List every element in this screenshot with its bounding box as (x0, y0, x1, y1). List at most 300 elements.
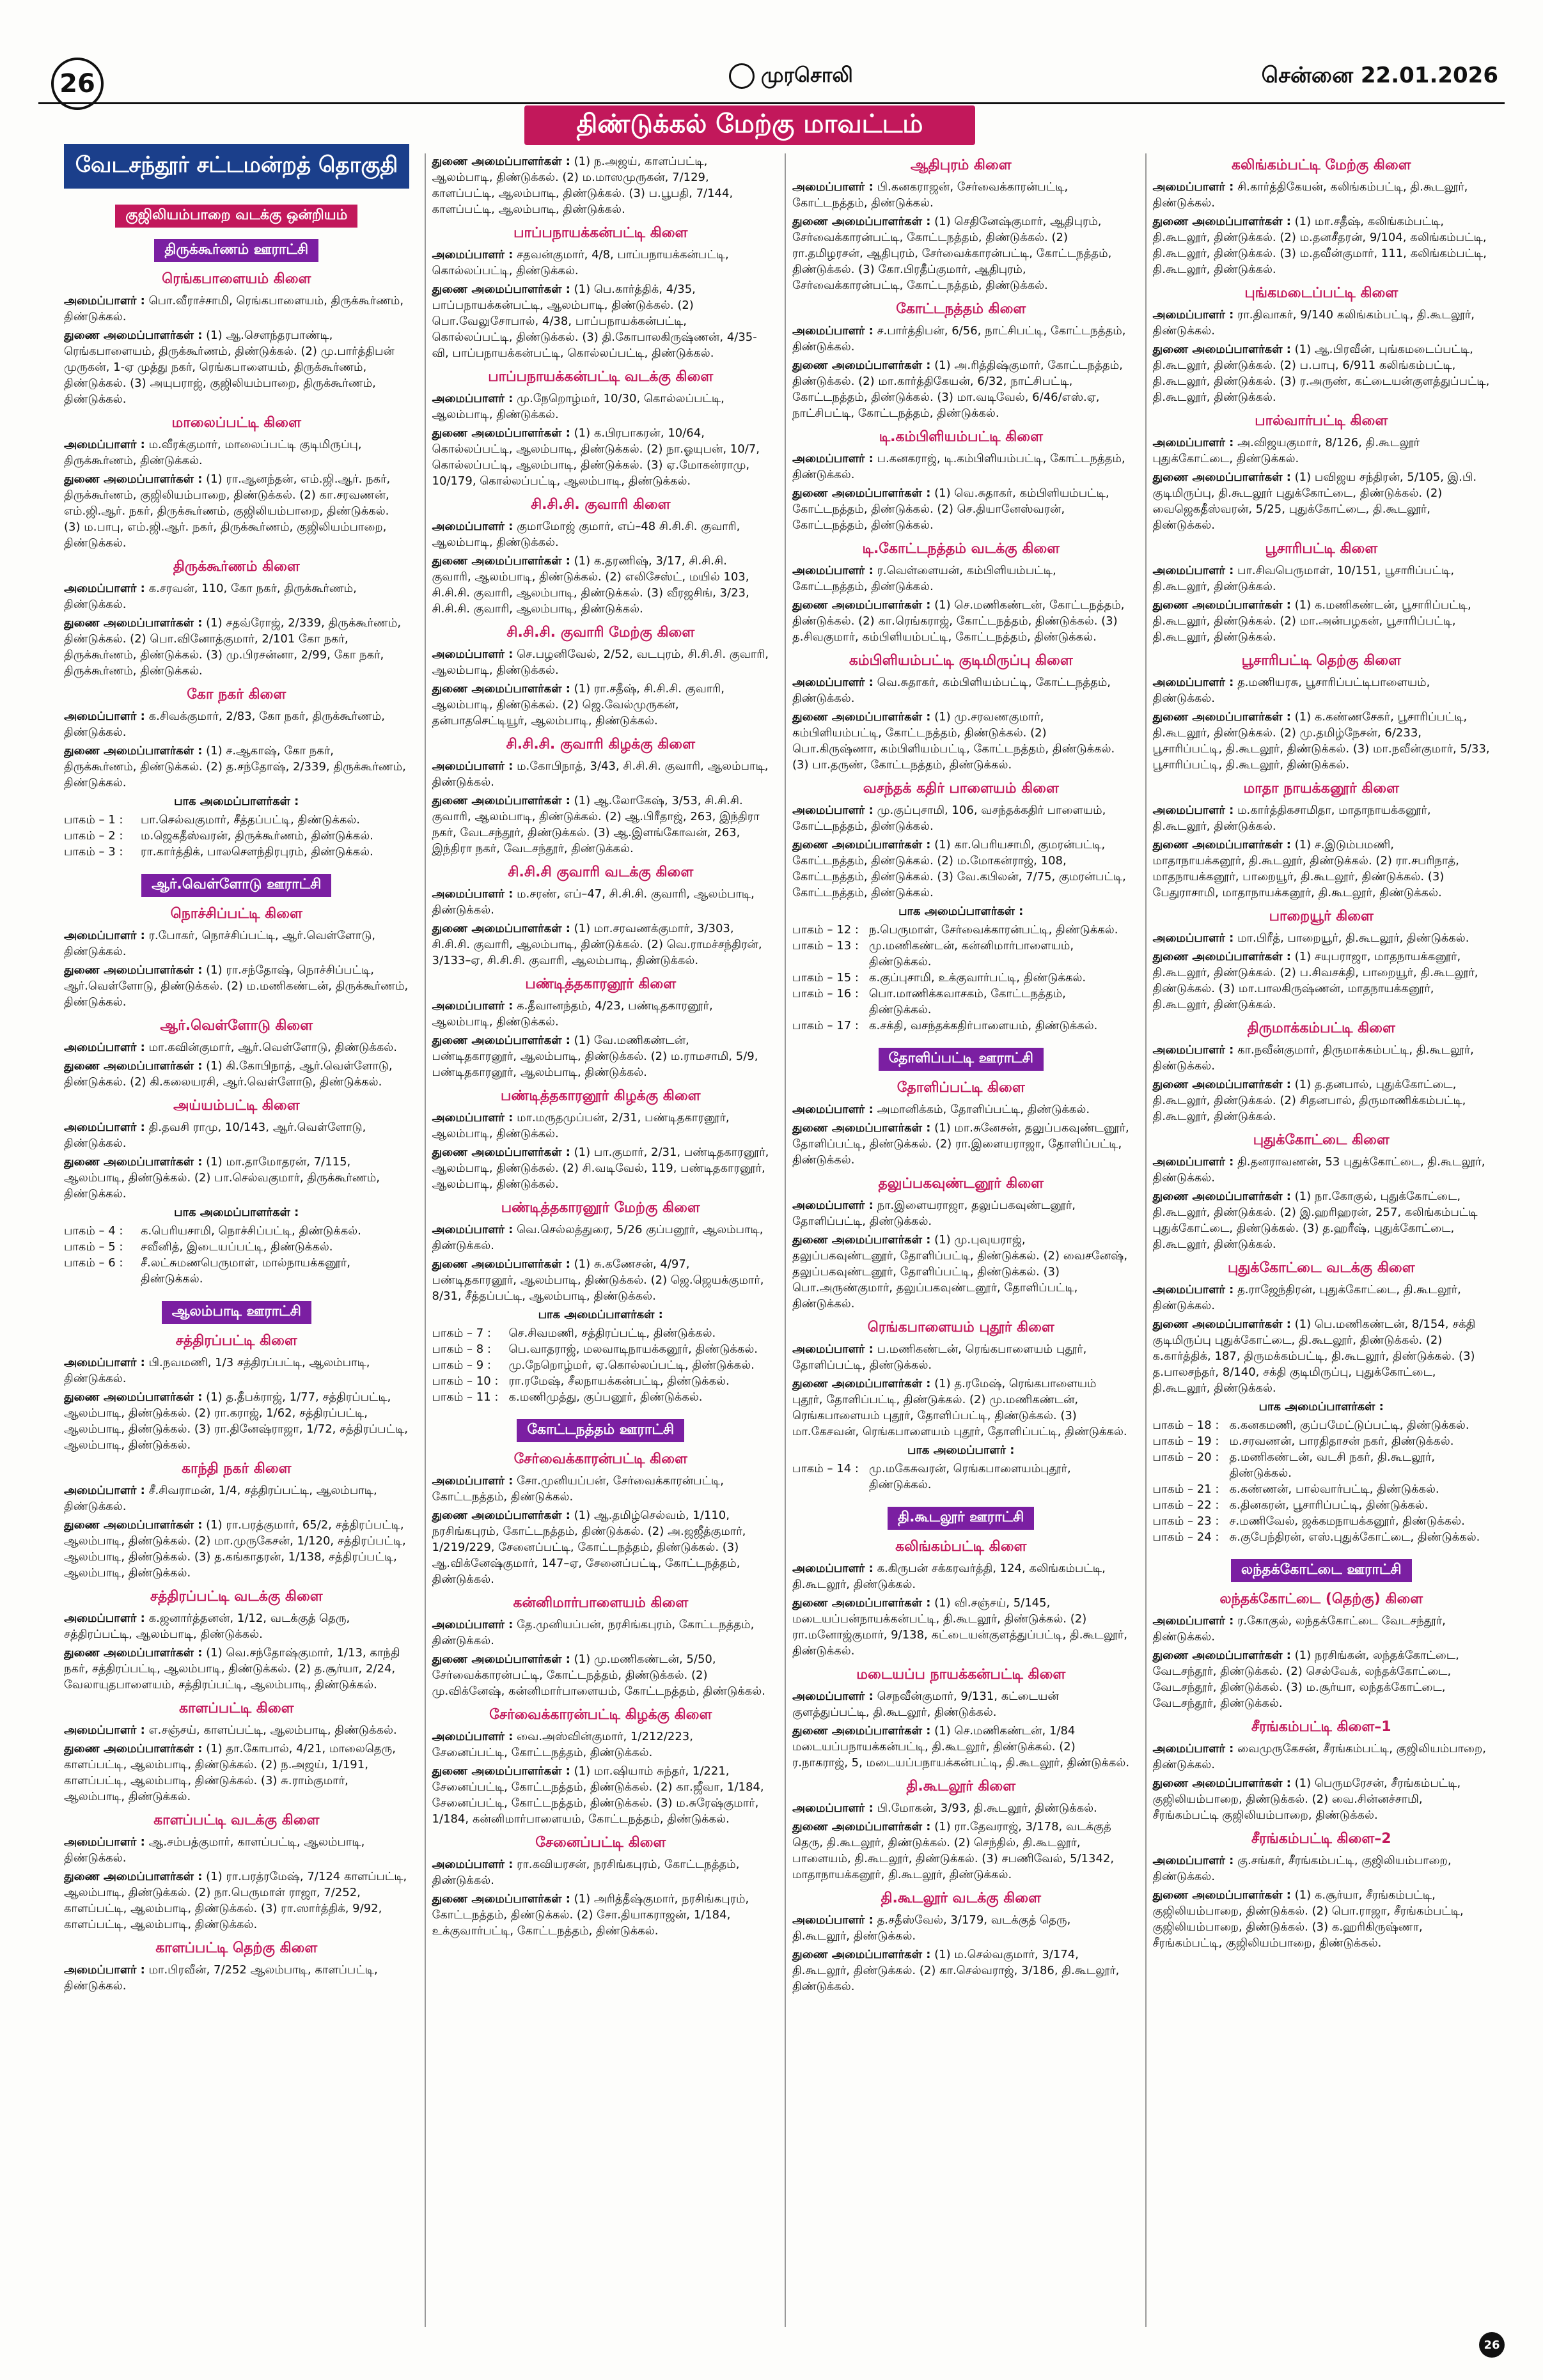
branch-block (792, 541, 1130, 645)
bagam-row (1153, 1497, 1491, 1513)
bagam-member: ம.ஜெகதீஸ்வரன், திருக்கூர்ணம், திண்டுக்கல். (141, 829, 373, 843)
role-label: அமைப்பாளர் : (432, 1474, 513, 1488)
branch-title: சி.சி.சி. குவாரி மேற்கு கிளை (506, 625, 695, 641)
member-text: (1) செ.மணிகண்டன், கோட்டநத்தம், திண்டுக்கல். (2) கா.ரெங்கராஜ், கோட்டநத்தம், திண்டுக்கல். (3) த.சிவகுமார், கம்பிளியம்பட்டி, கோட்டநத்தம், திண்டுக்கல். (792, 598, 1125, 644)
member-entry (792, 1341, 1130, 1373)
member-text: த.ராஜேந்திரன், புதுக்கோட்டை, தி.கூடலூர், திண்டுக்கல். (1152, 1283, 1461, 1312)
branch-block (792, 1778, 1130, 1883)
branch-title: சேர்வைக்காரன்பட்டி கிளை (513, 1451, 687, 1467)
branch-block (432, 976, 770, 1080)
branch-title: புதுக்கோட்டை கிளை (1253, 1132, 1390, 1148)
role-label: அமைப்பாளர் : (792, 1913, 873, 1927)
bagam-row (432, 1373, 770, 1389)
role-label: துணை அமைப்பாளர்கள் : (64, 1870, 203, 1883)
bagam-member: க.மணிமுத்து, குப்பனூர், திண்டுக்கல். (508, 1390, 703, 1404)
member-text: க.சரவன், 110, கோ நகர், திருக்கூர்ணம், திண்டுக்கல். (64, 582, 357, 611)
member-text: (1) ச.ஆகாஷ், கோ நகர், திருக்கூர்ணம், திண்டுக்கல். (2) த.சந்தோஷ், 2/339, திருக்கூர்ணம், திண்டுக்கல். (64, 744, 406, 789)
role-label: அமைப்பாளர் : (432, 1858, 513, 1871)
column-4 (1145, 153, 1491, 2327)
district-title-banner: திண்டுக்கல் மேற்கு மாவட்டம் (524, 105, 975, 145)
bagam-number: பாகம் – 13 : (792, 939, 859, 953)
role-label: துணை அமைப்பாளர்கள் : (792, 486, 931, 500)
member-entry (64, 293, 409, 325)
member-text: பி.கனகராஜன், சேர்வைக்காரன்பட்டி, கோட்டநத்தம், திண்டுக்கல். (792, 180, 1069, 210)
member-text: த.மணியரசு, பூசாரிப்பட்டிபாளையம், திண்டுக்கல். (1152, 676, 1430, 705)
bagam-row (64, 1239, 409, 1255)
branch-block (792, 301, 1130, 421)
role-label: அமைப்பாளர் : (1152, 1742, 1234, 1755)
member-entry (1153, 1316, 1491, 1396)
branch-block (1153, 1020, 1491, 1124)
role-label: அமைப்பாளர் : (432, 248, 513, 261)
column-2 (425, 153, 770, 2327)
member-entry (432, 1032, 770, 1080)
branch-title: மாலைப்பட்டி கிளை (171, 415, 301, 431)
role-label: துணை அமைப்பாளர்கள் : (792, 1820, 931, 1833)
member-text: வை.அஸ்வின்குமார், 1/212/223, சேனைப்பட்டி, கோட்டநத்தம், திண்டுக்கல். (432, 1730, 693, 1759)
member-text: (1) செ.மணிகண்டன், 1/84 மடையப்பநாயக்கன்பட்டி, தி.கூடலூர், திண்டுக்கல். (2) ர.நாகராஜ், 5, மடையப்பநாயக்கன்பட்டி, தி.கூடலூர், திண்டுக்கல். (792, 1724, 1130, 1769)
branch-block (64, 687, 409, 860)
member-text: ர.போகர், நொச்சிப்பட்டி, ஆர்.வெள்ளோடு, திண்டுக்கல். (64, 929, 376, 958)
member-entry (1153, 1154, 1491, 1186)
member-entry (432, 1763, 770, 1827)
branch-title: நொச்சிப்பட்டி கிளை (170, 906, 302, 922)
member-text: வெ.சுதாகர், கம்பிளியம்பட்டி, கோட்டநத்தம், திண்டுக்கல். (792, 676, 1111, 705)
member-text: குமாமோஜ் குமார், எப்–48 சி.சி.சி. குவாரி, ஆலம்பாடி, திண்டுக்கல். (432, 520, 740, 549)
branch-title: அய்யம்பட்டி கிளை (173, 1098, 300, 1114)
bagam-number: பாகம் – 2 : (64, 829, 123, 843)
bagam-number: பாகம் – 10 : (432, 1374, 499, 1388)
member-entry (1153, 1613, 1491, 1645)
member-text: அ.விஜயகுமார், 8/126, தி.கூடலூர் புதுக்கோட்டை, திண்டுக்கல். (1152, 436, 1420, 465)
bagam-member: க.குப்புசாமி, உக்குவார்பட்டி, திண்டுக்கல். (869, 971, 1086, 984)
member-text: சோ.முனியப்பன், சேர்வைக்காரன்பட்டி, கோட்டநத்தம், திண்டுக்கல். (432, 1474, 724, 1504)
branch-title: காளப்பட்டி வடக்கு கிளை (153, 1812, 320, 1828)
bagam-number: பாகம் – 19 : (1152, 1435, 1219, 1448)
role-label: துணை அமைப்பாளர்கள் : (1152, 215, 1291, 228)
bagam-number: பாகம் – 22 : (1152, 1498, 1219, 1512)
bagam-number: பாகம் – 7 : (432, 1326, 491, 1340)
member-entry (432, 793, 770, 857)
bagam-number: பாகம் – 12 : (792, 923, 859, 937)
panchayat-heading: ஆலம்பாடி ஊராட்சி (162, 1301, 311, 1324)
member-text: (1) ஆ.லோகேஷ், 3/53, சி.சி.சி. குவாரி, ஆலம்பாடி, திண்டுக்கல். (2) ஆ.பிரீதாஜ், 263, இந்திரா நகர், வேடசந்தூர், திண்டுக்கல். (3) ஆ.இளங்கோவன், 263, இந்திரா நகர், வேடசந்தூர், திண்டுக்கல். (432, 794, 760, 855)
role-label: அமைப்பாளர் : (792, 452, 873, 465)
member-entry (64, 1741, 409, 1805)
role-label: துணை அமைப்பாளர்கள் : (432, 283, 570, 296)
member-entry (792, 179, 1130, 211)
bagam-number: பாகம் – 1 : (64, 813, 123, 827)
member-entry (792, 1595, 1130, 1659)
masthead-title: முரசொலி (761, 63, 853, 87)
member-entry (64, 1482, 409, 1514)
role-label: அமைப்பாளர் : (432, 887, 513, 901)
member-entry (792, 563, 1130, 595)
column-1 (64, 153, 409, 2327)
role-label: அமைப்பாளர் : (1152, 1283, 1234, 1296)
role-label: அமைப்பாளர் : (64, 1041, 145, 1054)
member-entry (432, 153, 770, 217)
member-entry (792, 1197, 1130, 1229)
role-label: அமைப்பாளர் : (432, 1111, 513, 1124)
branch-block (432, 1200, 770, 1405)
member-text: பி.நவமணி, 1/3 சத்திரப்பட்டி, ஆலம்பாடி, திண்டுக்கல். (64, 1356, 370, 1385)
branch-block (792, 1667, 1130, 1771)
role-label: துணை அமைப்பாளர்கள் : (64, 744, 203, 758)
corner-page-number: 26 (1479, 2332, 1505, 2358)
branch-title: பால்வார்பட்டி கிளை (1255, 413, 1388, 429)
member-entry (64, 327, 409, 407)
branch-title: மாதா நாயக்கனூர் கிளை (1243, 781, 1399, 797)
role-label: துணை அமைப்பாளர்கள் : (64, 1646, 203, 1660)
member-entry (432, 1256, 770, 1304)
role-label: அமைப்பாளர் : (792, 1103, 873, 1116)
bagam-row (792, 1018, 1130, 1034)
member-entry (1153, 1077, 1491, 1124)
member-text: (1) தா.கோபால், 4/21, மாலைதெரு, காளப்பட்டி, ஆலம்பாடி, திண்டுக்கல். (2) ந.அஜய், 1/191, காளப்பட்டி, ஆலம்பாடி, திண்டுக்கல். (3) சு.ராம்குமார், ஆலம்பாடி, திண்டுக்கல். (64, 1742, 396, 1803)
member-entry (432, 247, 770, 279)
member-entry (792, 597, 1130, 645)
member-text: ம.வீரக்குமார், மாலைப்பட்டி குடிமிருப்பு, திருக்கூர்ணம், திண்டுக்கல். (64, 438, 362, 467)
member-text: (1) த.தீபக்ராஜ், 1/77, சத்திரப்பட்டி, ஆலம்பாடி, திண்டுக்கல். (2) ரா.கராஜ், 1/62, சத்திரப்பட்டி, ஆலம்பாடி, திண்டுக்கல். (3) ரா.தினேஷ்ராஜா, 1/72, சத்திரப்பட்டி, ஆலம்பாடி, திண்டுக்கல். (64, 1390, 408, 1452)
role-label: அமைப்பாளர் : (64, 582, 145, 595)
branch-block (64, 1333, 409, 1453)
role-label: அமைப்பாளர் : (432, 999, 513, 1013)
member-entry (792, 1120, 1130, 1168)
role-label: துணை அமைப்பாளர்கள் : (432, 1146, 570, 1159)
branch-title: சீரங்கம்பட்டி கிளை–1 (1251, 1719, 1391, 1735)
role-label: துணை அமைப்பாளர்கள் : (1152, 710, 1291, 724)
member-entry (64, 1517, 409, 1581)
role-label: அமைப்பாளர் : (792, 1690, 873, 1703)
member-entry (432, 1144, 770, 1192)
branch-title: காளப்பட்டி தெற்கு கிளை (155, 1940, 318, 1956)
branch-title: பூசாரிபட்டி தெற்கு கிளை (1241, 653, 1401, 669)
member-text: சி.கார்த்திகேயன், கலிங்கம்பட்டி, தி.கூடலூர், திண்டுக்கல். (1152, 180, 1468, 210)
member-entry (432, 1222, 770, 1254)
member-text: (1) ச.இடும்பமணி, மாதாநாயக்கனூர், தி.கூடலூர், திண்டுக்கல். (2) ரா.சபரிநாத், மாதநாயக்கனூர், பாறையூர், தி.கூடலூர், திண்டுக்கல். (3) பேதுராசாமி, மாதாநாயக்கனூர், தி.கூடலூர், திண்டுக்கல். (1152, 838, 1459, 899)
branch-title: திருமாக்கம்பட்டி கிளை (1247, 1020, 1395, 1036)
branch-block (1153, 1831, 1491, 1951)
member-entry (792, 485, 1130, 533)
bagam-row (432, 1325, 770, 1341)
role-label: துணை அமைப்பாளர்கள் : (1152, 1318, 1291, 1331)
role-label: அமைப்பாளர் : (64, 1835, 145, 1849)
branch-block (432, 1088, 770, 1192)
bagam-member: க.பெரியசாமி, நொச்சிப்பட்டி, திண்டுக்கல். (141, 1224, 361, 1238)
member-entry (1153, 1042, 1491, 1074)
member-text: ர.வெள்ளையன், கம்பிளியம்பட்டி, கோட்டநத்தம், திண்டுக்கல். (792, 564, 1056, 593)
member-entry (64, 615, 409, 679)
member-text: பி.மோகன், 3/93, தி.கூடலூர், திண்டுக்கல். (877, 1801, 1097, 1815)
member-text: ச.பார்த்திபன், 6/56, நாட்சிபட்டி, கோட்டநத்தம், திண்டுக்கல். (792, 324, 1126, 354)
bagam-row (1153, 1449, 1491, 1481)
role-label: துணை அமைப்பாளர்கள் : (64, 1742, 203, 1755)
role-label: துணை அமைப்பாளர்கள் : (64, 1390, 203, 1404)
branch-title: ரெங்கபாளையம் புதூர் கிளை (867, 1319, 1054, 1335)
bagam-member: மு.நேறொழ்மர், ஏ.கொல்லப்பட்டி, திண்டுக்கல். (508, 1358, 755, 1372)
member-text: தி.தவசி ராமு, 10/143, ஆர்.வெள்ளோடு, திண்டுக்கல். (64, 1121, 366, 1150)
bagam-member: ரா.ரமேஷ், சீலநாயக்கன்பட்டி, திண்டுக்கல். (508, 1374, 730, 1388)
branch-block (792, 1176, 1130, 1312)
member-text: (1) மா.தாமோதரன், 7/115, ஆலம்பாடி, திண்டுக்கல். (2) பா.செல்வகுமார், திருக்கூர்ணம், திண்டுக்கல். (64, 1155, 380, 1201)
panchayat-heading: திருக்கூர்ணம் ஊராட்சி (154, 239, 318, 262)
role-label: அமைப்பாளர் : (1152, 180, 1234, 194)
bagam-number: பாகம் – 8 : (432, 1342, 491, 1356)
member-text: க.கிருபன் சக்கரவர்த்தி, 124, கலிங்கம்பட்டி, தி.கூடலூர், திண்டுக்கல். (792, 1562, 1106, 1591)
member-entry (1153, 1775, 1491, 1823)
member-entry (432, 998, 770, 1030)
member-entry (1153, 1647, 1491, 1711)
branch-title: சத்திரப்பட்டி கிளை (175, 1333, 297, 1349)
role-label: துணை அமைப்பாளர்கள் : (64, 1155, 203, 1169)
bagam-member: க.கனகமணி, குப்பமேட்டுப்பட்டி, திண்டுக்கல். (1229, 1419, 1469, 1432)
member-entry (792, 1232, 1130, 1312)
member-text: ர.கோகுல், லந்தக்கோட்டை வேடசந்தூர், திண்டுக்கல். (1152, 1614, 1446, 1644)
member-text: (1) வி.சஞ்சய், 5/145, மடையப்பன்நாயக்கன்பட்டி, தி.கூடலூர், திண்டுக்கல். (2) ரா.மனோஜ்குமார், 9/138, கட்டையன்குளத்துப்பட்டி, தி.கூடலூர், திண்டுக்கல். (792, 1596, 1127, 1658)
role-label: அமைப்பாளர் : (792, 676, 873, 689)
role-label: துணை அமைப்பாளர்கள் : (432, 1509, 570, 1522)
branch-block (432, 153, 770, 217)
role-label: துணை அமைப்பாளர்கள் : (792, 1596, 931, 1610)
bagam-number: பாகம் – 9 : (432, 1358, 491, 1372)
branch-title: சேர்வைக்காரன்பட்டி கிழக்கு கிளை (489, 1707, 712, 1723)
branch-block (64, 271, 409, 407)
masthead-logo-icon (729, 63, 755, 89)
role-label: அமைப்பாளர் : (432, 1730, 513, 1743)
role-label: அமைப்பாளர் : (64, 1484, 145, 1497)
member-entry (792, 802, 1130, 834)
role-label: அமைப்பாளர் : (1152, 308, 1234, 322)
role-label: துணை அமைப்பாளர்கள் : (1152, 1777, 1291, 1790)
role-label: அமைப்பாளர் : (792, 180, 873, 194)
member-entry (1153, 597, 1491, 645)
role-label: அமைப்பாளர் : (1152, 676, 1234, 689)
member-entry (792, 1376, 1130, 1440)
member-text: (1) க.தரணிஷ், 3/17, சி.சி.சி. குவாரி, ஆலம்பாடி, திண்டுக்கல். (2) எலிசேஸ்ட், மயில் 103, சி.சி.சி. குவாரி, ஆலம்பாடி, திண்டுக்கல். (3) வீரஜசிங், 3/23, சி.சி.சி. குவாரி, ஆலம்பாடி, திண்டுக்கல். (432, 554, 749, 616)
member-entry (432, 758, 770, 790)
bagam-number: பாகம் – 11 : (432, 1390, 499, 1404)
member-text: செநவீன்குமார், 9/131, கட்டையன் குளத்துப்பட்டி, தி.கூடலூர், திண்டுக்கல். (792, 1690, 1059, 1719)
branch-title: ஆதிபுரம் கிளை (910, 157, 1012, 173)
member-entry (64, 1058, 409, 1090)
branch-block (1153, 285, 1491, 405)
header-rule (38, 102, 1505, 104)
branch-block (1153, 1719, 1491, 1823)
member-text: (1) நா.கோகுல், புதுக்கோட்டை, தி.கூடலூர், திண்டுக்கல். (2) இ.ஹரிஹரன், 257, கலிங்கம்பட்டி புதுக்கோட்டை, திண்டுக்கல். (3) த.ஹரீஷ், புதுக்கோட்டை, தி.கூடலூர், திண்டுக்கல். (1152, 1190, 1478, 1251)
member-text: (1) ஆ.தமிழ்செல்வம், 1/110, நரசிங்கபுரம், கோட்டநத்தம், திண்டுக்கல். (2) அ.ஜஜீத்குமார், 1/219/229, சேனைப்பட்டி, கோட்டநத்தம், திண்டுக்கல். (3) ஆ.விக்னேஷ்குமார், 147–ஏ, சேனைப்பட்டி, கோட்டநத்தம், திண்டுக்கல். (432, 1509, 746, 1586)
member-entry (792, 1560, 1130, 1592)
role-label: துணை அமைப்பாளர்கள் : (792, 1948, 931, 1961)
member-text: (1) சயுபராஜா, மாதநாயக்கனூர், தி.கூடலூர், திண்டுக்கல். (2) ப.சிவசக்தி, பாறையூர், தி.கூடலூர், திண்டுக்கல். (3) மா.பாலகிருஷ்ணன், மாதநாயக்கனூர், தி.கூடலூர், திண்டுக்கல். (1152, 950, 1478, 1011)
branch-block (432, 1595, 770, 1699)
branch-title: டி.கம்பிளியம்பட்டி கிளை (879, 429, 1043, 445)
member-text: பொ.வீராச்சாமி, ரெங்கபாளையம், திருக்கூர்ணம், திண்டுக்கல். (64, 294, 404, 323)
role-label: அமைப்பாளர் : (432, 759, 513, 773)
member-text: தி.தனராவணன், 53 புதுக்கோட்டை, தி.கூடலூர், திண்டுக்கல். (1152, 1155, 1485, 1185)
role-label: துணை அமைப்பாளர்கள் : (432, 682, 570, 696)
role-label: அமைப்பாளர் : (1152, 804, 1234, 817)
member-entry (432, 1507, 770, 1587)
member-text: (1) நரசிங்கன், லந்தக்கோட்டை, வேடசந்தூர், திண்டுக்கல். (2) செல்வேக், லந்தக்கோட்டை, வேடசந்தூர், திண்டுக்கல். (3) ம.சூர்யா, லந்தக்கோட்டை, வேடசந்தூர், திண்டுக்கல். (1152, 1649, 1459, 1710)
role-label: அமைப்பாளர் : (1152, 564, 1234, 577)
branch-block (792, 653, 1130, 773)
branch-block (64, 1461, 409, 1581)
member-text: வெ.செல்லத்துரை, 5/26 குப்பனூர், ஆலம்பாடி, திண்டுக்கல். (432, 1223, 764, 1252)
member-entry (1153, 674, 1491, 706)
member-entry (432, 681, 770, 729)
member-text: ம.சரண், எப்–47, சி.சி.சி. குவாரி, ஆலம்பாடி, திண்டுக்கல். (432, 887, 755, 917)
branch-title: மடையப்ப நாயக்கன்பட்டி கிளை (856, 1667, 1066, 1683)
branch-title: சீரங்கம்பட்டி கிளை–2 (1251, 1831, 1391, 1847)
branch-title: சி.சி.சி. குவாரி கிளை (530, 497, 671, 513)
branch-block (792, 157, 1130, 293)
member-text: (1) ரா.சதீஷ், சி.சி.சி. குவாரி, ஆலம்பாடி, திண்டுக்கல். (2) ஜெ.வேல்முருகன், தன்பாதசெட்டியூர், ஆலம்பாடி, திண்டுக்கல். (432, 682, 725, 727)
bagam-row (64, 844, 409, 860)
member-text: (1) க.சூர்யா, சீரங்கம்பட்டி, குஜிலியம்பாறை, திண்டுக்கல். (2) பொ.ராஜா, சீரங்கம்பட்டி, குஜிலியம்பாறை, திண்டுக்கல். (3) க.ஹரிகிருஷ்ணா, சீரங்கம்பட்டி, குஜிலியம்பாறை, திண்டுக்கல். (1152, 1888, 1464, 1950)
member-entry (432, 425, 770, 489)
member-text: (1) மு.சரவணகுமார், கம்பிளியம்பட்டி, கோட்டநத்தம், திண்டுக்கல். (2) பொ.கிருஷ்ணா, கம்பிளியம்பட்டி, கோட்டநத்தம், திண்டுக்கல். (3) பா.தருண், கோட்டநத்தம், திண்டுக்கல். (792, 710, 1115, 772)
branch-title: காளப்பட்டி கிளை (178, 1700, 294, 1716)
member-entry (64, 1154, 409, 1202)
member-text: மா.பிரவீன், 7/252 ஆலம்பாடி, காளப்பட்டி, திண்டுக்கல். (64, 1963, 378, 1993)
member-entry (792, 837, 1130, 901)
branch-block (432, 497, 770, 617)
branch-block (792, 1539, 1130, 1659)
role-label: துணை அமைப்பாளர்கள் : (1152, 838, 1291, 852)
member-entry (432, 553, 770, 617)
member-text: (1) பெ.கார்த்திக், 4/35, பாப்பநாயக்கன்பட்டி, ஆலம்பாடி, திண்டுக்கல். (2) பொ.வேலுசோபால், 4/38, பாப்பநாயக்கன்பட்டி, கொல்லப்பட்டி, திண்டுக்கல். (3) தி.கோபாலகிருஷ்ணன், 4/35-வி, பாப்பநாயக்கன்பட்டி, கொல்லப்பட்டி, திண்டுக்கல். (432, 283, 757, 360)
bagam-member: பா.செல்வகுமார், சீத்தப்பட்டி, திண்டுக்கல். (141, 813, 361, 827)
role-label: அமைப்பாளர் : (432, 1618, 513, 1631)
member-entry (792, 357, 1130, 421)
bagam-number: பாகம் – 18 : (1152, 1419, 1219, 1432)
panchayat-heading: கோட்டநத்தம் ஊராட்சி (517, 1419, 684, 1442)
branch-title: சி.சி.சி. குவாரி கிழக்கு கிளை (506, 736, 695, 752)
member-entry (1153, 469, 1491, 533)
bagam-member: சு.குபேந்திரன், எஸ்.புதுக்கோட்டை, திண்டுக்கல். (1229, 1530, 1480, 1544)
role-label: அமைப்பாளர் : (64, 1121, 145, 1134)
role-label: அமைப்பாளர் : (1152, 1043, 1234, 1057)
bagam-member: ம.சரவணன், பாரதிதாசன் நகர், திண்டுக்கல். (1229, 1435, 1454, 1448)
member-entry (64, 1039, 409, 1055)
bagam-member: செ.சிவமணி, சத்திரப்பட்டி, திண்டுக்கல். (508, 1326, 716, 1340)
member-entry (1153, 341, 1491, 405)
member-text: (1) செதினேஷ்குமார், ஆதிபுரம், சேர்வைக்காரன்பட்டி, கோட்டநத்தம், திண்டுக்கல். (2) ரா.தமிழரசன், ஆதிபுரம், சேர்வைக்காரன்பட்டி, கோட்டநத்தம், திண்டுக்கல். (3) கோ.பிரதீப்குமார், ஆதிபுரம், சேர்வைக்காரன்பட்டி, கோட்டநத்தம், திண்டுக்கல். (792, 215, 1112, 292)
role-label: அமைப்பாளர் : (1152, 1854, 1234, 1867)
member-entry (432, 646, 770, 678)
member-text: ப.கனகராஜ், டி.கம்பிளியம்பட்டி, கோட்டநத்தம், திண்டுக்கல். (792, 452, 1125, 481)
branch-title: பூசாரிபட்டி கிளை (1265, 541, 1378, 557)
member-text: மா.கவின்குமார், ஆர்.வெள்ளோடு, திண்டுக்கல். (148, 1041, 397, 1054)
role-label: துணை அமைப்பாளர்கள் : (792, 1724, 931, 1738)
bagam-row (432, 1389, 770, 1405)
bagam-member: க.கண்ணன், பால்வார்பட்டி, திண்டுக்கல். (1229, 1482, 1439, 1496)
bagam-row (64, 828, 409, 844)
branch-block (432, 369, 770, 489)
role-label: அமைப்பாளர் : (432, 520, 513, 533)
member-entry (792, 1947, 1130, 1995)
bagam-number: பாகம் – 24 : (1152, 1530, 1219, 1544)
page-header (38, 58, 1505, 102)
member-text: கா.நவீன்குமார், திருமாக்கம்பட்டி, தி.கூடலூர், திண்டுக்கல். (1152, 1043, 1474, 1073)
member-text: (1) க.கண்ணசேகர், பூசாரிப்பட்டி, தி.கூடலூர், திண்டுக்கல். (2) மு.தமிழ்நேசன், 6/233, பூசாரிப்பட்டி, தி.கூடலூர், திண்டுக்கல். (3) மா.நவீன்குமார், 5/33, பூசாரிப்பட்டி, தி.கூடலூர், திண்டுக்கல். (1152, 710, 1490, 772)
member-text: (1) ரா.பரத்குமார், 65/2, சத்திரப்பட்டி, ஆலம்பாடி, திண்டுக்கல். (2) மா.முருகேசன், 1/120, சத்திரப்பட்டி, ஆலம்பாடி, திண்டுக்கல். (3) த.கங்காதரன், 1/138, சத்திரப்பட்டி, ஆலம்பாடி, திண்டுக்கல். (64, 1518, 406, 1580)
member-entry (432, 281, 770, 361)
role-label: துணை அமைப்பாளர்கள் : (432, 794, 570, 807)
member-entry (64, 471, 409, 551)
member-entry (64, 1722, 409, 1738)
bagam-number: பாகம் – 16 : (792, 987, 859, 1000)
role-label: அமைப்பாளர் : (432, 648, 513, 661)
member-text: சதவன்குமார், 4/8, பாப்பநாயக்கன்பட்டி, கொல்லப்பட்டி, திண்டுக்கல். (432, 248, 729, 277)
branch-title: ஆர்.வெள்ளோடு கிளை (160, 1018, 313, 1034)
member-text: (1) மா.சரவணக்குமார், 3/303, சி.சி.சி. குவாரி, ஆலம்பாடி, திண்டுக்கல். (2) வெ.ராமச்சந்திரன், 3/133–ஏ, சி.சி.சி. குவாரி, ஆலம்பாடி, திண்டுக்கல். (432, 922, 762, 967)
role-label: துணை அமைப்பாளர்கள் : (64, 472, 203, 486)
member-entry (792, 1101, 1130, 1117)
member-entry (432, 1729, 770, 1761)
member-text: (1) மு.மணிகண்டன், 5/50, சேர்வைக்காரன்பட்டி, கோட்டநத்தம், திண்டுக்கல். (2) மு.விக்னேஷ், கன்னிமார்பாளையம், கோட்டநத்தம், திண்டுக்கல். (432, 1653, 765, 1698)
branch-title: ரெங்கபாளையம் கிளை (162, 271, 311, 287)
member-entry (64, 1389, 409, 1453)
member-text: (1) கா.பெரியசாமி, குமரன்பட்டி, கோட்டநத்தம், திண்டுக்கல். (2) ம.மோகன்ராஜ், 108, கோட்டநத்தம், திண்டுக்கல். (3) வே.கபிலன், 7/75, குமரன்பட்டி, கோட்டநத்தம், திண்டுக்கல். (792, 838, 1126, 899)
member-text: (1) ம.செல்வகுமார், 3/174, தி.கூடலூர், திண்டுக்கல். (2) கா.செல்வராஜ், 3/186, தி.கூடலூர், திண்டுக்கல். (792, 1948, 1120, 1993)
bagam-row (1153, 1481, 1491, 1497)
role-label: துணை அமைப்பாளர்கள் : (792, 1233, 931, 1247)
member-entry (432, 1891, 770, 1939)
edition-date: சென்னை 22.01.2026 (1261, 63, 1498, 88)
bagam-heading: பாக அமைப்பாளர் : (907, 1443, 1015, 1457)
masthead (729, 63, 853, 89)
member-text: ஆ.சம்பத்குமார், காளப்பட்டி, ஆலம்பாடி, திண்டுக்கல். (64, 1835, 365, 1865)
role-label: துணை அமைப்பாளர்கள் : (792, 598, 931, 612)
role-label: துணை அமைப்பாளர்கள் : (432, 554, 570, 568)
member-entry (792, 1912, 1130, 1944)
bagam-member: க.சக்தி, வசந்தக்கதிர்பாளையம், திண்டுக்கல். (869, 1019, 1098, 1032)
member-text: (1) வெ.சந்தோஷ்குமார், 1/13, காந்தி நகர், சத்திரப்பட்டி, ஆலம்பாடி, திண்டுக்கல். (2) த.சூர்யா, 2/24, வேலாயுதபாளையம், சத்திரப்பட்டி, ஆலம்பாடி, திண்டுக்கல். (64, 1646, 400, 1692)
bagam-row (432, 1357, 770, 1373)
role-label: துணை அமைப்பாளர்கள் : (792, 215, 931, 228)
member-entry (64, 580, 409, 612)
member-text: (1) ரா.பரத்ரமேஷ், 7/124 காளப்பட்டி, ஆலம்பாடி, திண்டுக்கல். (2) நா.பெருமாள் ராஜா, 7/252, காளப்பட்டி, ஆலம்பாடி, திண்டுக்கல். (3) ரா.ஸார்த்திக், 9/92, காளப்பட்டி, ஆலம்பாடி, திண்டுக்கல். (64, 1870, 407, 1931)
member-entry (64, 1869, 409, 1933)
bagam-heading: பாக அமைப்பாளர்கள் : (174, 1206, 299, 1219)
member-text: ம.கார்த்திகசாமிதா, மாதாநாயக்கனூர், தி.கூடலூர், திண்டுக்கல். (1152, 804, 1431, 833)
member-entry (1153, 214, 1491, 277)
bagam-row (432, 1341, 770, 1357)
bagam-row (64, 1223, 409, 1239)
branch-block (1153, 413, 1491, 533)
branch-title: புங்கமடைப்பட்டி கிளை (1244, 285, 1398, 301)
bagam-number: பாகம் – 5 : (64, 1240, 123, 1254)
role-label: துணை அமைப்பாளர்கள் : (1152, 1190, 1291, 1203)
member-text: (1) பெருமரேசன், சீரங்கம்பட்டி, குஜிலியம்பாறை, திண்டுக்கல். (2) வை.சின்னச்சாமி, சீரங்கம்பட்டி குஜிலியம்பாறை, திண்டுக்கல். (1152, 1777, 1461, 1822)
branch-title: தி.கூடலூர் கிளை (906, 1778, 1016, 1794)
member-text: (1) பா.குமார், 2/31, பண்டிதகாரனூர், ஆலம்பாடி, திண்டுக்கல். (2) சி.வடிவேல், 119, பண்டிதகாரனூர், ஆலம்பாடி, திண்டுக்கல். (432, 1146, 769, 1191)
member-entry (64, 1355, 409, 1387)
member-entry (792, 1723, 1130, 1771)
member-text: (1) ரா.தேவராஜ், 3/178, வடக்குத் தெரு, தி.கூடலூர், திண்டுக்கல். (2) செந்தில், தி.கூடலூர், பாளையம், தி.கூடலூர், திண்டுக்கல். (3) சபணிவேல், 5/1342, மாதாநாயக்கனூர், தி.கூடலூர், திண்டுக்கல். (792, 1820, 1115, 1881)
member-entry (432, 391, 770, 423)
branch-block (64, 1940, 409, 1994)
branch-title: சத்திரப்பட்டி வடக்கு கிளை (150, 1589, 323, 1605)
role-label: துணை அமைப்பாளர்கள் : (1152, 1888, 1291, 1902)
bagam-member: மு.மகேசுவரன், ரெங்கபாளையம்புதூர், திண்டுக்கல். (869, 1462, 1071, 1491)
member-text: சீ.சிவராமன், 1/4, சத்திரப்பட்டி, ஆலம்பாடி, திண்டுக்கல். (64, 1484, 377, 1513)
role-label: அமைப்பாளர் : (1152, 436, 1234, 449)
member-text: (1) கி.கோபிநாத், ஆர்.வெள்ளோடு, திண்டுக்கல். (2) கி.கலையரசி, ஆர்.வெள்ளோடு, திண்டுக்கல். (64, 1059, 393, 1089)
branch-title: சி.சி.சி குவாரி வடக்கு கிளை (508, 864, 694, 880)
